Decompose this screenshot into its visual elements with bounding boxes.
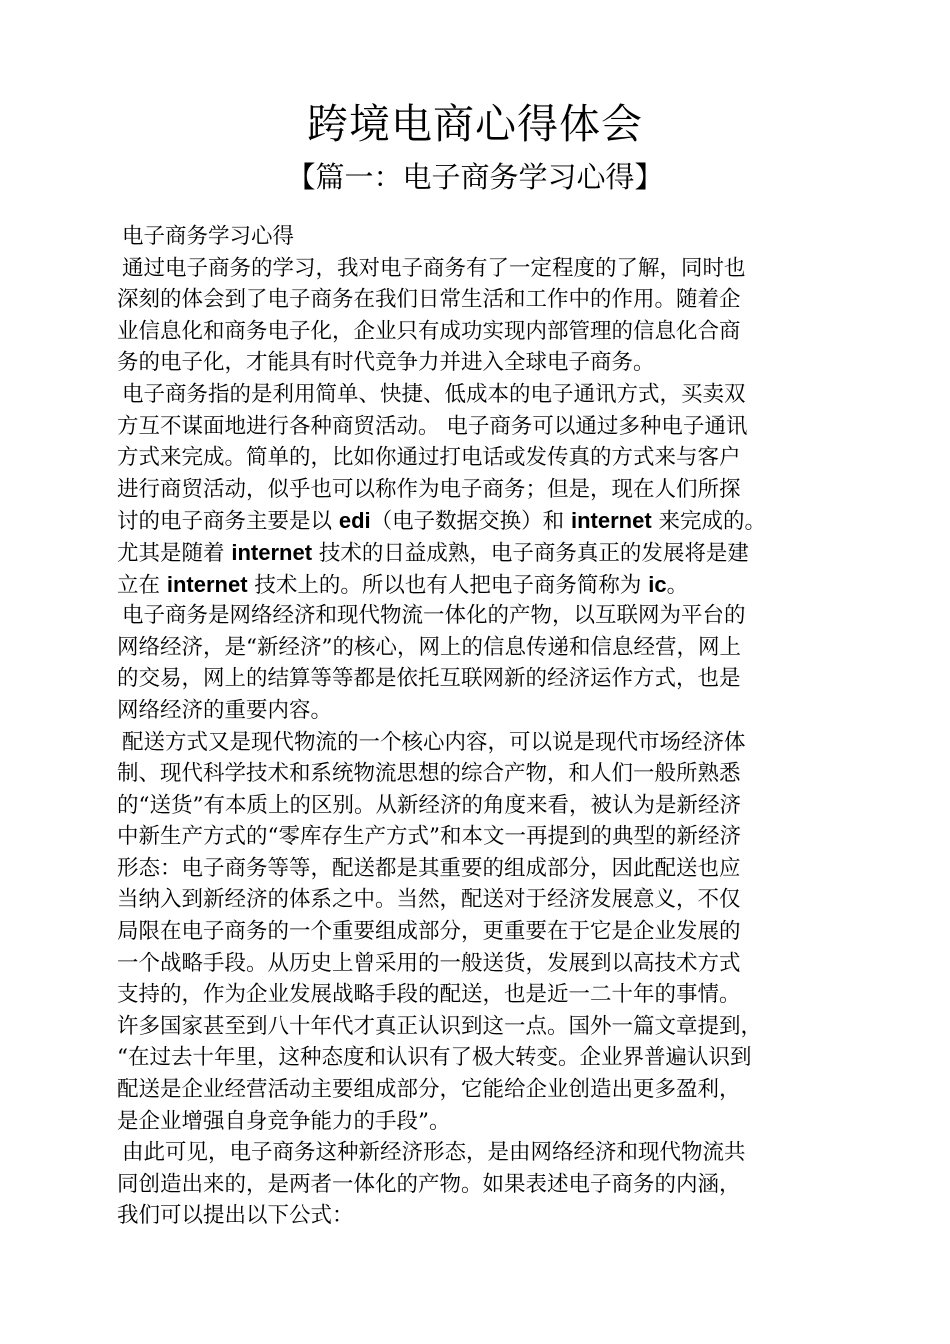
text-line [117, 221, 857, 253]
text-line [117, 1169, 857, 1201]
text-segment: 形态：电子商务等等，配送都是其重要的组成部分，因此配送也应 [117, 855, 741, 881]
text-line [117, 979, 857, 1011]
text-line [117, 253, 857, 285]
text-line [117, 632, 857, 664]
text-line [117, 916, 857, 948]
text-segment: 尤其是随着 [117, 540, 232, 566]
text-segment: 当纳入到新经济的体系之中。当然，配送对于经济发展意义，不仅 [117, 887, 741, 913]
text-line [117, 1200, 857, 1232]
text-line [117, 790, 857, 822]
text-segment: 网络经济，是“新经济”的核心，网上的信息传递和信息经营，网上 [117, 634, 741, 660]
text-line [117, 505, 857, 537]
text-line [117, 853, 857, 885]
text-segment: 是企业增强自身竞争能力的手段”。 [117, 1108, 451, 1134]
text-segment: “在过去十年里，这种态度和认识有了极大转变。企业界普遍认识到 [117, 1045, 752, 1071]
latin-term: internet [231, 539, 313, 565]
text-segment: 同创造出来的，是两者一体化的产物。如果表述电子商务的内涵， [117, 1171, 741, 1197]
text-segment: 电子商务学习心得 [122, 224, 295, 249]
text-line [117, 411, 857, 443]
text-segment: 支持的，作为企业发展战略手段的配送，也是近一二十年的事情。 [117, 982, 741, 1008]
text-segment: 制、现代科学技术和系统物流思想的综合产物，和人们一般所熟悉 [117, 761, 741, 787]
text-segment: 的交易，网上的结算等等都是依托互联网新的经济运作方式，也是 [117, 666, 741, 692]
latin-term: internet [570, 508, 652, 534]
section-heading: 【篇一：电子商务学习心得】 [286, 160, 664, 194]
text-segment: 的“送货”有本质上的区别。从新经济的角度来看，被认为是新经济 [117, 792, 741, 818]
text-segment: 局限在电子商务的一个重要组成部分，更重要在于它是企业发展的 [117, 919, 741, 945]
body-text [117, 221, 857, 1232]
text-line [117, 948, 857, 980]
document-title: 跨境电商心得体会 [307, 100, 643, 148]
text-segment: 进行商贸活动，似乎也可以称作为电子商务；但是，现在人们所探 [117, 476, 741, 502]
text-segment: 技术上的。所以也有人把电子商务简称为 [247, 572, 649, 598]
text-segment: 深刻的体会到了电子商务在我们日常生活和工作中的作用。随着企 [117, 287, 741, 313]
text-segment: 网络经济的重要内容。 [117, 697, 333, 723]
text-segment: 。 [666, 572, 689, 598]
text-segment: 中新生产方式的“零库存生产方式”和本文一再提到的典型的新经济 [117, 824, 741, 850]
text-segment: 电子商务指的是利用简单、快捷、低成本的电子通讯方式，买卖双 [122, 381, 746, 407]
text-line [117, 316, 857, 348]
text-line [117, 758, 857, 790]
latin-term: internet [166, 571, 248, 597]
text-segment: 技术的日益成熟，电子商务真正的发展将是建 [312, 540, 749, 566]
text-line [117, 1042, 857, 1074]
text-segment: 许多国家甚至到八十年代才真正认识到这一点。国外一篇文章提到， [117, 1013, 763, 1039]
text-segment: 由此可见，电子商务这种新经济形态，是由网络经济和现代物流共 [122, 1140, 746, 1166]
text-line [117, 663, 857, 695]
text-line [117, 347, 857, 379]
text-line [117, 1011, 857, 1043]
latin-term: edi [338, 508, 371, 534]
text-line [117, 727, 857, 759]
text-segment: 电子商务是网络经济和现代物流一体化的产物，以互联网为平台的 [122, 603, 746, 629]
text-line [117, 569, 857, 601]
text-line [117, 600, 857, 632]
text-segment: 配送是企业经营活动主要组成部分，它能给企业创造出更多盈利， [117, 1077, 741, 1103]
text-line [117, 1074, 857, 1106]
text-segment: 方互不谋面地进行各种商贸活动。 电子商务可以通过多种电子通讯 [117, 413, 748, 439]
text-segment: 务的电子化，才能具有时代竞争力并进入全球电子商务。 [117, 350, 655, 376]
latin-term: ic [648, 571, 667, 597]
text-segment: （电子数据交换）和 [370, 509, 571, 535]
text-line [117, 379, 857, 411]
text-line [117, 1106, 857, 1138]
text-segment: 业信息化和商务电子化，企业只有成功实现内部管理的信息化合商 [117, 318, 741, 344]
text-segment: 立在 [117, 572, 167, 598]
text-line [117, 884, 857, 916]
text-segment: 通过电子商务的学习，我对电子商务有了一定程度的了解，同时也 [122, 255, 746, 281]
text-line [117, 537, 857, 569]
text-segment: 我们可以提出以下公式： [117, 1203, 354, 1229]
text-segment: 一个战略手段。从历史上曾采用的一般送货，发展到以高技术方式 [117, 950, 741, 976]
text-line [117, 474, 857, 506]
text-segment: 方式来完成。简单的，比如你通过打电话或发传真的方式来与客户 [117, 445, 741, 471]
text-line [117, 284, 857, 316]
text-segment: 来完成的。 [651, 509, 767, 535]
text-line [117, 695, 857, 727]
text-segment: 讨的电子商务主要是以 [117, 509, 339, 535]
text-line [117, 1137, 857, 1169]
text-line [117, 442, 857, 474]
text-segment: 配送方式又是现代物流的一个核心内容，可以说是现代市场经济体 [122, 729, 746, 755]
text-line [117, 821, 857, 853]
